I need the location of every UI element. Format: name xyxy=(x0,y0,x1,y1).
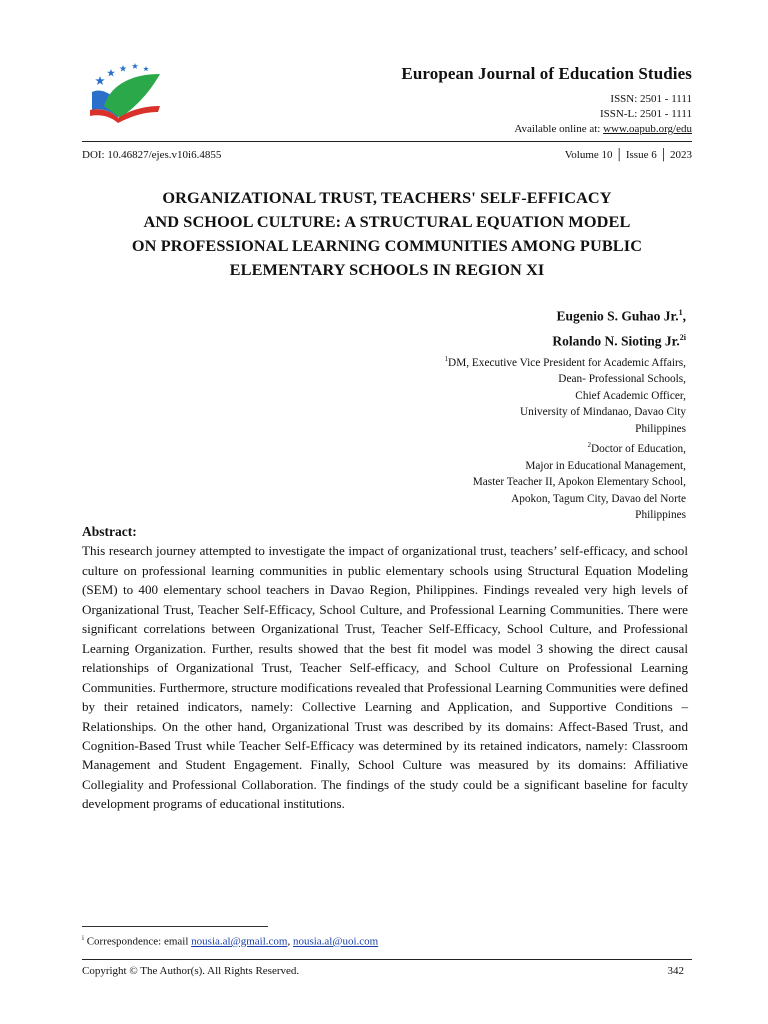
author-name: Rolando N. Sioting Jr.$^{2i}$ xyxy=(552,332,686,348)
author-block xyxy=(445,302,686,524)
title-line: AND SCHOOL CULTURE: A STRUCTURAL EQUATION MODEL xyxy=(143,212,631,231)
author-mark: 1 xyxy=(678,308,683,317)
author-name: Eugenio S. Guhao Jr.$^1$, xyxy=(556,308,686,324)
copyright: Copyright © The Author(s). All Rights Reserved. xyxy=(82,965,300,977)
abstract-text: This research journey attempted to investigate the impact of organizational trust, teachers’ self-efficacy, and school culture on professional learning communities in public elementary schools using Structural Equation Modeling (SEM) to 400 elementary school teachers in Davao Region, Philippines. Findings revealed very high levels of Organizational Trust, Teacher Self-Efficacy, School Culture, and Professional Learning Communities. There were significant correlations between Organizational Trust, Teacher Self-Efficacy, School Culture, and Professional Learning Organization. Further, results showed that the best fit model was model 3 showing the direct causal relationships of Organizational Trust, Teacher Self-efficacy, and School Culture on Professional Learning Communities. Furthermore, structure modifications revealed that Professional Learning Communities were defined by their retained indicators, namely: Collective Learning and Application, and Supportive Conditions – Relationships. On the other hand, Organizational Trust was described by its domains: Affect-Based Trust, and Cognition-Based Trust while Teacher Self-Efficacy was determined by its retained indicators, namely: Classroom Management and Student Engagement. Finally, School Culture was measured by its domains: Affiliative Collegiality and Professional Collaboration. The findings of the study could be a significant baseline for faculty development programs of educational institutions. xyxy=(82,543,688,812)
email-link-1[interactable]: nousia.al@gmail.com xyxy=(191,935,288,948)
paper-title xyxy=(82,186,692,282)
footnote-divider xyxy=(82,926,268,927)
footnote: $^i$ Correspondence: email nousia.al@gmail.com, nousia.al@uoi.com xyxy=(82,934,379,948)
affiliation-line: Philippines xyxy=(635,422,686,435)
doi: DOI: 10.46827/ejes.v10i6.4855 xyxy=(82,149,222,161)
affiliation-line: University of Mindanao, Davao City xyxy=(520,406,686,419)
affiliation-mark: 1 xyxy=(444,355,449,363)
affiliation-line: Major in Educational Management, xyxy=(525,459,686,472)
footer-divider xyxy=(82,959,692,960)
affiliation-mark: 2 xyxy=(587,441,591,450)
journal-url-link[interactable]: www.oapub.org/edu xyxy=(603,123,692,135)
abstract-heading: Abstract: xyxy=(82,524,137,539)
title-line: ORGANIZATIONAL TRUST, TEACHERS' SELF-EFFICACY xyxy=(162,188,612,207)
author-mark: 2i xyxy=(679,332,686,342)
availability-line xyxy=(401,122,692,137)
affiliation-line: Apokon, Tagum City, Davao del Norte xyxy=(511,492,686,505)
journal-logo-icon xyxy=(86,62,166,124)
footnote-mark: i xyxy=(82,934,84,942)
affiliation-line: Chief Academic Officer, xyxy=(575,389,686,402)
email-link-2[interactable]: nousia.al@uoi.com xyxy=(292,935,379,948)
abstract-section xyxy=(82,522,688,814)
doi-row xyxy=(82,149,692,161)
footnote-label: Correspondence: email xyxy=(83,935,192,948)
page-number: 342 xyxy=(667,965,684,977)
issn: ISSN: 2501 - 1111 xyxy=(610,93,692,105)
header-divider xyxy=(82,141,692,142)
journal-name: European Journal of Education Studies xyxy=(401,64,692,83)
affiliation-line: Philippines xyxy=(635,509,686,522)
issn-l: ISSN-L: 2501 - 1111 xyxy=(600,108,692,120)
affiliation-line: $^2$Doctor of Education, xyxy=(587,441,686,456)
volume-issue: Volume 10 │ Issue 6 │ 2023 xyxy=(564,149,692,161)
title-line: ON PROFESSIONAL LEARNING COMMUNITIES AMONG PUBLIC xyxy=(131,236,643,255)
title-line: ELEMENTARY SCHOOLS IN REGION XI xyxy=(229,260,545,279)
affiliation-line: $^1$DM, Executive Vice President for Academic Affairs, xyxy=(444,355,686,369)
journal-header xyxy=(401,64,692,137)
available-label: Available online at: xyxy=(514,123,604,135)
page-footer xyxy=(82,965,684,977)
affiliation-line: Master Teacher II, Apokon Elementary School, xyxy=(472,476,686,489)
affiliation-line: Dean- Professional Schools, xyxy=(558,373,686,386)
